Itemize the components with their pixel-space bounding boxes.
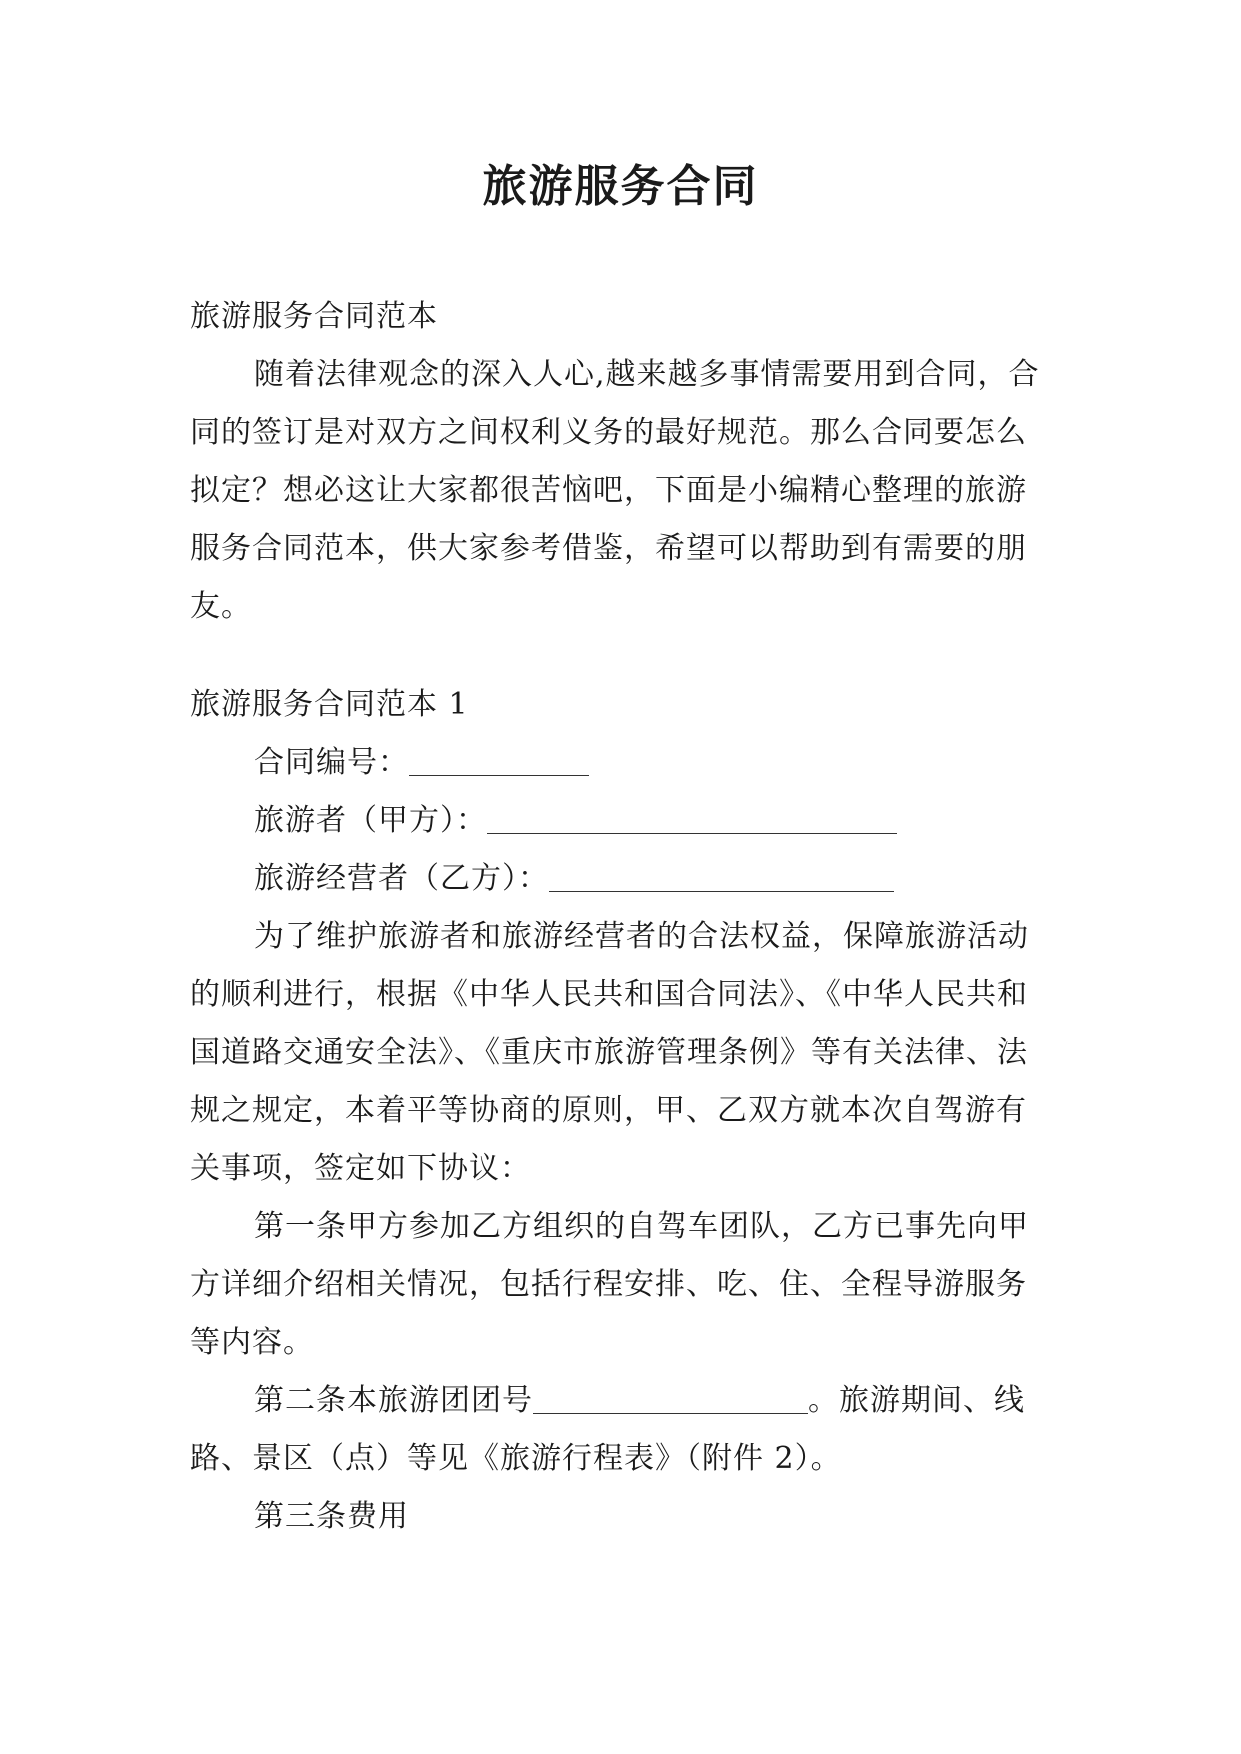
intro-heading: 旅游服务合同范本 bbox=[190, 299, 438, 334]
intro-paragraph: 随着法律观念的深入人心,越来越多事情需要用到合同，合同的签订是对双方之间权利义务的最好规范。那么合同要怎么拟定？想必这让大家都很苦恼吧，下面是小编精心整理的旅游服务合同范本，供大家参考借鉴，希望可以帮助到有需要的朋友。 bbox=[190, 357, 1040, 624]
party-a-blank[interactable] bbox=[487, 803, 897, 834]
party-b-blank[interactable] bbox=[549, 861, 894, 892]
preamble-paragraph: 为了维护旅游者和旅游经营者的合法权益，保障旅游活动的顺利进行，根据《中华人民共和国合同法》、《中华人民共和国道路交通安全法》、《重庆市旅游管理条例》等有关法律、法规之规定，本着平等协商的原则，甲、乙双方就本次自驾游有关事项，签定如下协议： bbox=[190, 919, 1029, 1186]
article-3: 第三条费用 bbox=[254, 1499, 409, 1534]
party-a-label: 旅游者（甲方）： bbox=[254, 803, 487, 838]
contract-number-label: 合同编号： bbox=[254, 745, 409, 780]
contract-number-line bbox=[190, 734, 1050, 792]
contract-number-blank[interactable] bbox=[409, 745, 589, 776]
document-title: 旅游服务合同 bbox=[482, 161, 759, 212]
party-b-line bbox=[190, 850, 1050, 908]
party-a-line bbox=[190, 792, 1050, 850]
paragraph-gap bbox=[190, 636, 1050, 676]
article-2-prefix: 第二条本旅游团团号 bbox=[254, 1383, 533, 1418]
sample-heading: 旅游服务合同范本 1 bbox=[190, 687, 469, 722]
article-2-suffix: 。旅游期间、线路、景区（点）等见《旅游行程表》（附件 2）。 bbox=[190, 1383, 1025, 1476]
document-body bbox=[190, 288, 1050, 1546]
article-2 bbox=[190, 1372, 1050, 1488]
tour-group-number-blank[interactable] bbox=[533, 1383, 808, 1414]
party-b-label: 旅游经营者（乙方）： bbox=[254, 861, 549, 896]
article-1: 第一条甲方参加乙方组织的自驾车团队，乙方已事先向甲方详细介绍相关情况，包括行程安排、吃、住、全程导游服务等内容。 bbox=[190, 1209, 1029, 1360]
